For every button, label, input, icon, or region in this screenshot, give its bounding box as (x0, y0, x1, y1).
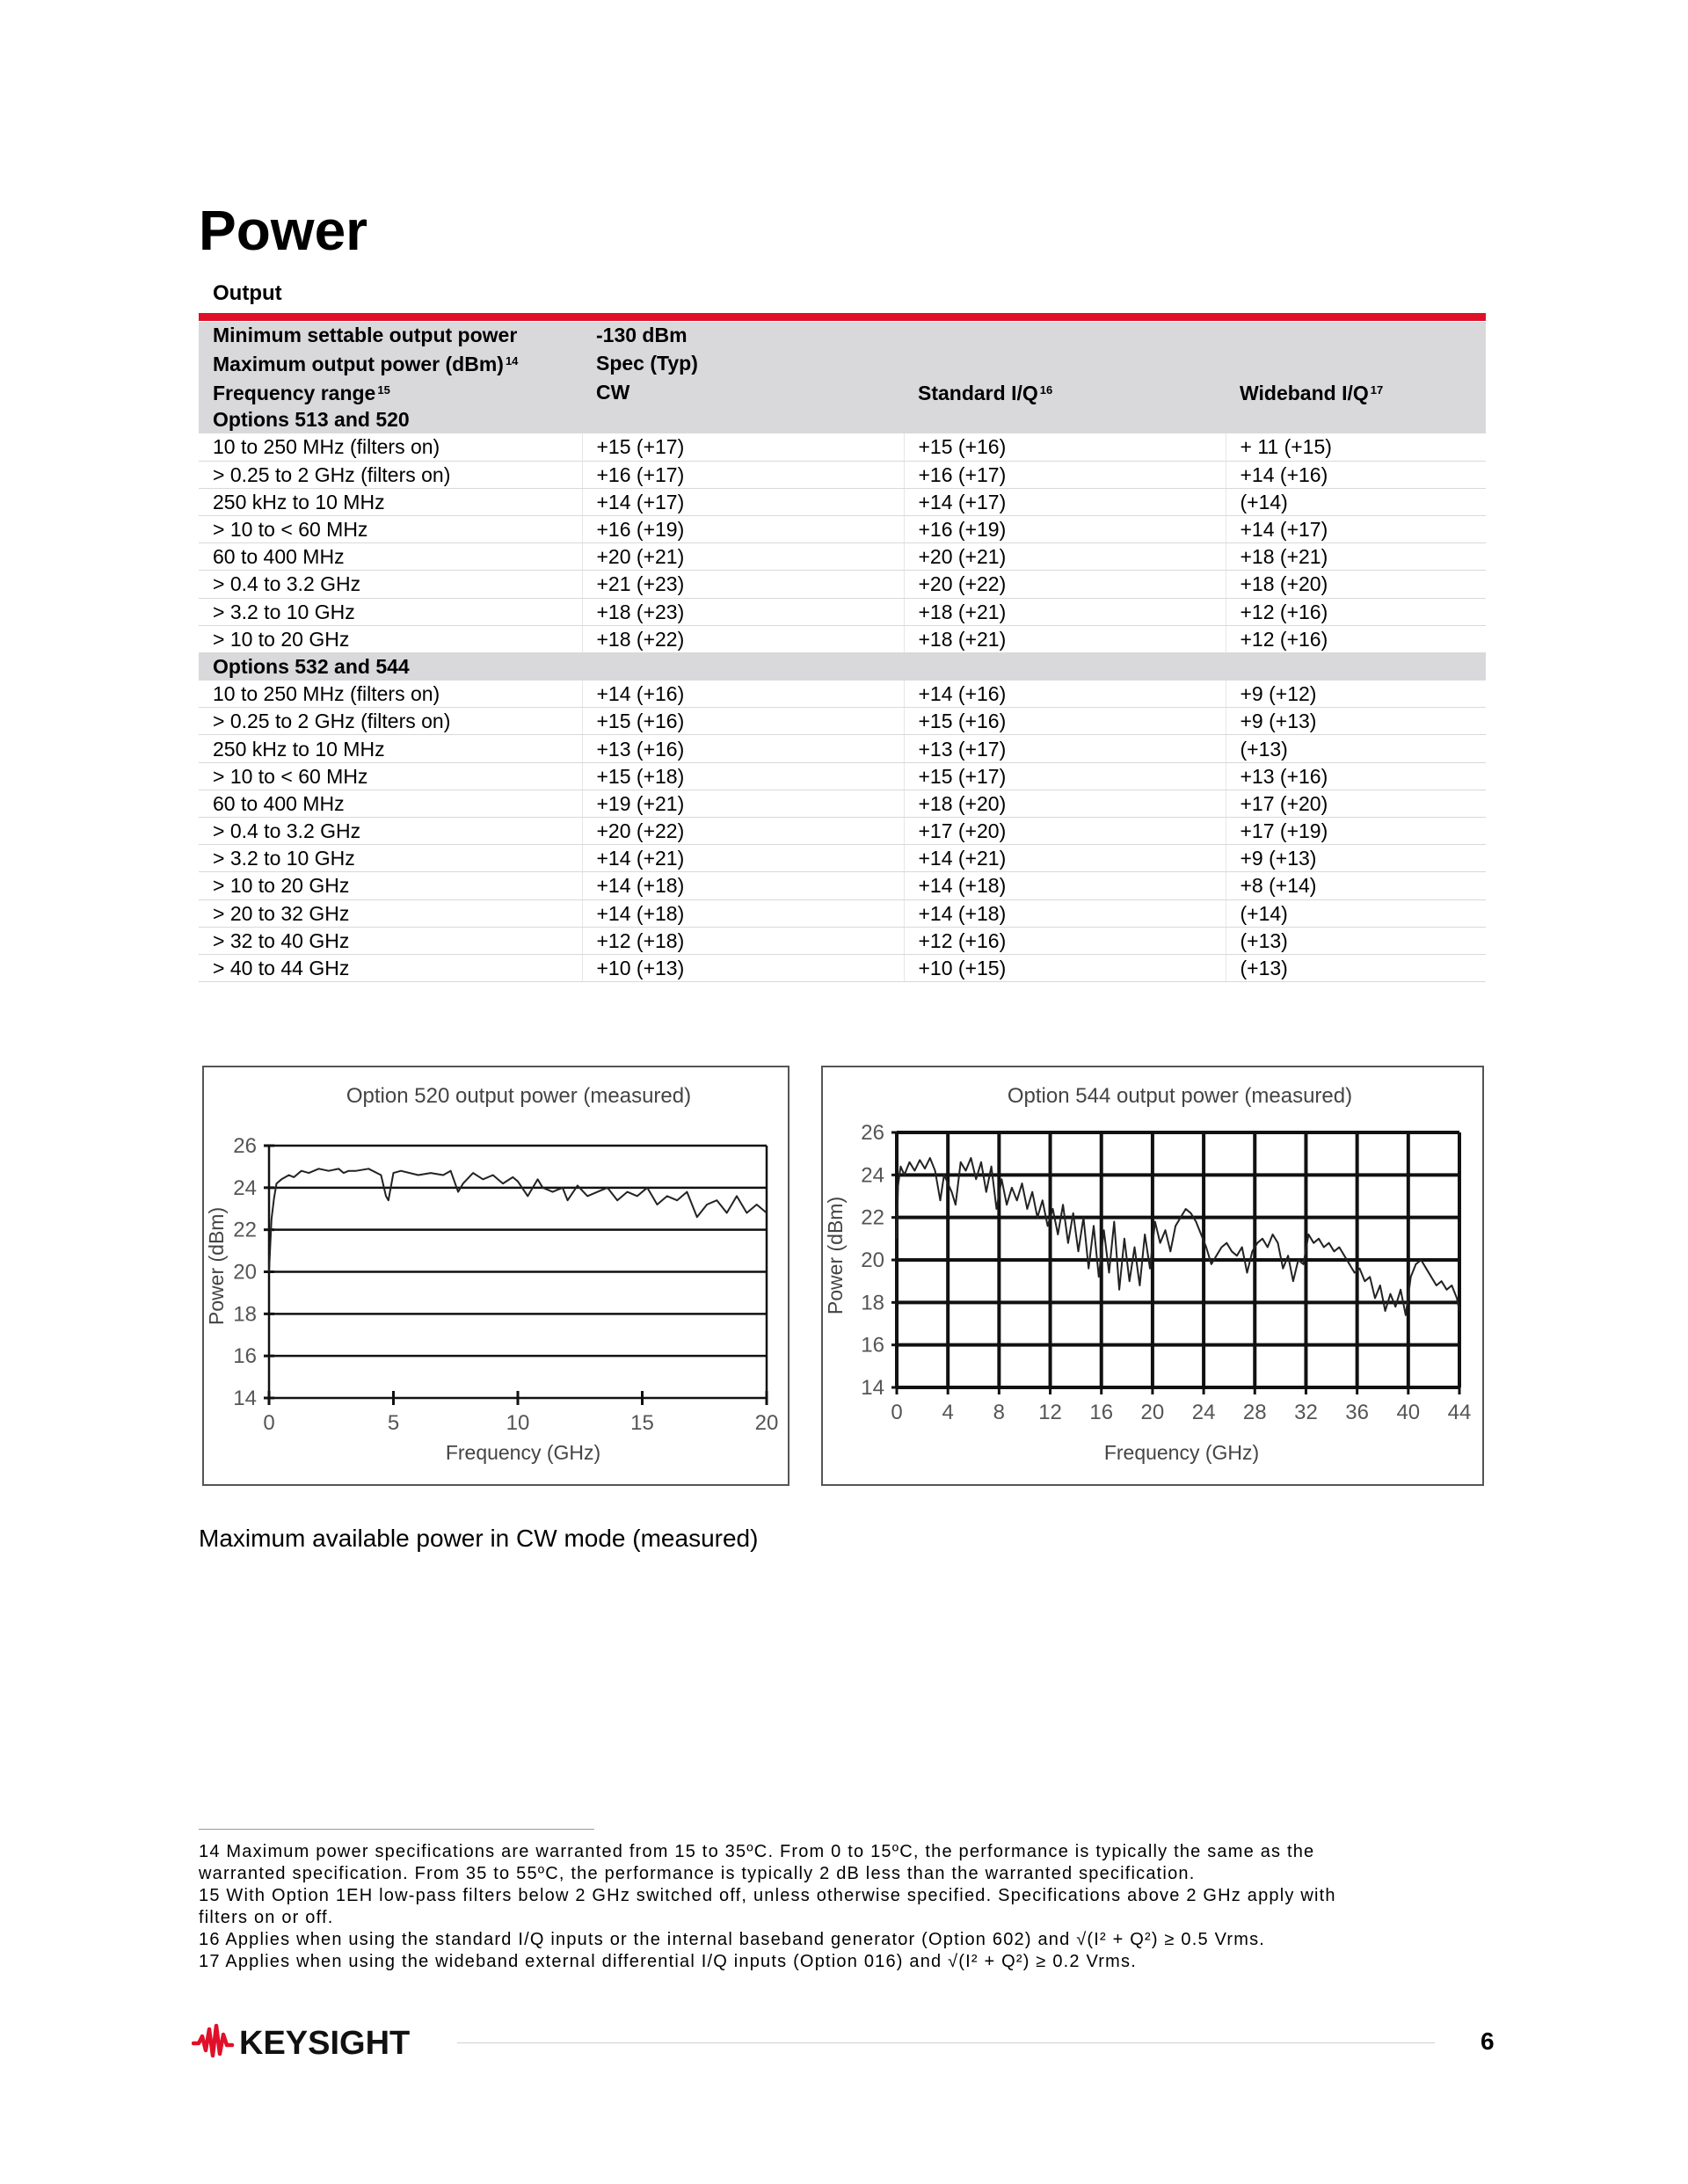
table-row (199, 461, 1486, 488)
table-cell: > 3.2 to 10 GHz (199, 845, 582, 872)
table-cell: +14 (+16) (1226, 461, 1486, 488)
y-tick-label: 22 (861, 1205, 884, 1230)
table-row (199, 571, 1486, 598)
x-tick-label: 4 (942, 1401, 954, 1424)
table-cell: +14 (+21) (904, 845, 1226, 872)
footnote-line (199, 1841, 1314, 1863)
header-cell: Frequency range $^{15}$ (199, 377, 582, 406)
table-header-row (199, 348, 1486, 377)
x-tick-label: 5 (387, 1411, 400, 1435)
y-tick-label: 20 (233, 1260, 257, 1285)
table-row (199, 488, 1486, 515)
table-row (199, 790, 1486, 817)
table-cell: +8 (+14) (1226, 872, 1486, 899)
accent-bar (199, 313, 1486, 321)
table-cell: +15 (+16) (904, 433, 1226, 461)
table-row (199, 954, 1486, 981)
x-tick-label: 28 (1242, 1401, 1267, 1424)
table-cell: +21 (+23) (582, 571, 904, 598)
x-tick-label: 0 (891, 1401, 903, 1424)
footnote-text: Applies when using the wideband external differential I/Q inputs (Option 016) and √(I² + Q²) ≥ 0.2 Vrms. (225, 1952, 1137, 1971)
table-cell: +14 (+21) (582, 845, 904, 872)
header-cell: CW (582, 377, 904, 406)
footnote-number: 14 (199, 1842, 221, 1861)
x-tick-label: 10 (506, 1411, 530, 1435)
y-tick-label: 14 (233, 1387, 257, 1410)
x-tick-label: 36 (1345, 1401, 1369, 1424)
table-group-row (199, 406, 1486, 433)
header-cell: -130 dBm (582, 322, 904, 348)
x-axis-label: Frequency (GHz) (1103, 1441, 1260, 1464)
y-tick-label: 26 (861, 1121, 884, 1145)
footnote-ref: 17 (1370, 383, 1384, 397)
table-row (199, 872, 1486, 899)
y-tick-label: 26 (233, 1134, 257, 1158)
y-axis-label: Power (dBm) (205, 1206, 228, 1326)
y-tick-label: 22 (233, 1218, 257, 1242)
x-tick-label: 16 (1089, 1401, 1114, 1424)
table-cell: (+13) (1226, 927, 1486, 954)
table-cell: +14 (+18) (582, 899, 904, 927)
table-cell: +16 (+19) (904, 515, 1226, 542)
y-tick-label: 24 (233, 1176, 257, 1200)
footnote-text: warranted specification. From 35 to 55ºC, the performance is typically 2 dB less than the warranted specification. (199, 1864, 1196, 1883)
footnote-text: filters on or off. (199, 1908, 334, 1927)
table-cell: +16 (+19) (582, 515, 904, 542)
option-544-power-chart (821, 1066, 1484, 1486)
table-row (199, 681, 1486, 708)
table-cell: +16 (+17) (904, 461, 1226, 488)
table-cell: +12 (+16) (904, 927, 1226, 954)
header-cell: Spec (Typ) (582, 348, 904, 377)
keysight-logo (192, 2019, 420, 2067)
table-row (199, 433, 1486, 461)
footnote-ref: 16 (1039, 383, 1053, 397)
table-cell: > 10 to < 60 MHz (199, 515, 582, 542)
x-tick-label: 12 (1038, 1401, 1062, 1424)
x-tick-label: 32 (1294, 1401, 1318, 1424)
header-cell: Maximum output power (dBm) $^{14}$ (199, 348, 582, 377)
table-header-row (199, 377, 1486, 406)
table-cell: (+13) (1226, 954, 1486, 981)
table-cell: +14 (+18) (904, 872, 1226, 899)
table-cell: 60 to 400 MHz (199, 790, 582, 817)
table-cell: +17 (+19) (1226, 818, 1486, 845)
footer-divider (457, 2042, 1435, 2043)
table-row (199, 598, 1486, 625)
footnote-text: With Option 1EH low-pass filters below 2 GHz switched off, unless otherwise specified. Specifications above 2 GHz apply with (226, 1886, 1336, 1905)
table-cell: > 0.25 to 2 GHz (filters on) (199, 708, 582, 735)
table-row (199, 927, 1486, 954)
table-row (199, 735, 1486, 762)
brand-name: KEYSIGHT (239, 2025, 411, 2062)
header-cell: Standard I/Q $^{16}$ (904, 377, 1226, 406)
table-cell: +18 (+21) (904, 625, 1226, 652)
table-cell: +18 (+22) (582, 625, 904, 652)
table-row (199, 818, 1486, 845)
figure-caption: Maximum available power in CW mode (measured) (199, 1525, 759, 1552)
table-cell: +17 (+20) (1226, 790, 1486, 817)
table-cell: 10 to 250 MHz (filters on) (199, 433, 582, 461)
table-cell: 10 to 250 MHz (filters on) (199, 681, 582, 708)
table-row (199, 762, 1486, 790)
x-axis-label: Frequency (GHz) (445, 1441, 601, 1464)
table-cell: > 3.2 to 10 GHz (199, 598, 582, 625)
table-cell: > 40 to 44 GHz (199, 954, 582, 981)
table-row (199, 515, 1486, 542)
header-cell: Wideband I/Q $^{17}$ (1226, 377, 1486, 406)
table-cell: +18 (+21) (1226, 543, 1486, 571)
section-label: Output (213, 281, 282, 305)
x-tick-label: 0 (263, 1411, 275, 1435)
page-number: 6 (1481, 2027, 1495, 2055)
y-tick-label: 14 (861, 1376, 884, 1400)
table-cell: +14 (+18) (582, 872, 904, 899)
table-cell: +20 (+21) (582, 543, 904, 571)
table-cell: +13 (+17) (904, 735, 1226, 762)
table-cell: +10 (+13) (582, 954, 904, 981)
table-row (199, 845, 1486, 872)
header-cell: Minimum settable output power (199, 322, 582, 348)
table-cell: 250 kHz to 10 MHz (199, 735, 582, 762)
footnote-line (199, 1929, 1265, 1951)
table-row (199, 543, 1486, 571)
header-cell (904, 348, 1226, 377)
footnote-number: 16 (199, 1930, 221, 1949)
table-group-row (199, 652, 1486, 680)
table-cell: > 0.4 to 3.2 GHz (199, 818, 582, 845)
y-tick-label: 16 (233, 1344, 257, 1369)
footnote-divider (199, 1829, 594, 1830)
waveform-icon (193, 2026, 232, 2056)
table-cell: +20 (+22) (904, 571, 1226, 598)
table-cell: +9 (+13) (1226, 845, 1486, 872)
table-cell: > 32 to 40 GHz (199, 927, 582, 954)
table-cell: > 20 to 32 GHz (199, 899, 582, 927)
footnote-ref: 14 (505, 354, 519, 368)
header-cell (1226, 348, 1486, 377)
x-tick-label: 24 (1191, 1401, 1216, 1424)
x-tick-label: 8 (993, 1401, 1006, 1424)
group-label: Options 532 and 544 (199, 652, 1486, 680)
table-cell: +15 (+16) (582, 708, 904, 735)
y-tick-label: 24 (861, 1163, 884, 1188)
table-cell: +15 (+17) (904, 762, 1226, 790)
table-cell: +13 (+16) (582, 735, 904, 762)
table-cell: +18 (+23) (582, 598, 904, 625)
header-cell (904, 322, 1226, 348)
table-cell: > 10 to 20 GHz (199, 625, 582, 652)
footnote-line (199, 1951, 1137, 1973)
table-row (199, 899, 1486, 927)
footnote-line (199, 1863, 1195, 1885)
table-cell: > 0.25 to 2 GHz (filters on) (199, 461, 582, 488)
page-title: Power (199, 199, 368, 262)
x-tick-label: 20 (1140, 1401, 1165, 1424)
table-cell: (+13) (1226, 735, 1486, 762)
footnote-number: 15 (199, 1886, 221, 1905)
y-tick-label: 20 (861, 1249, 884, 1272)
table-cell: +14 (+16) (904, 681, 1226, 708)
table-cell: +19 (+21) (582, 790, 904, 817)
table-header-row (199, 322, 1486, 348)
table-cell: 60 to 400 MHz (199, 543, 582, 571)
table-cell: +18 (+20) (904, 790, 1226, 817)
table-cell: 250 kHz to 10 MHz (199, 488, 582, 515)
y-tick-label: 18 (233, 1302, 257, 1327)
table-cell: +13 (+16) (1226, 762, 1486, 790)
table-cell: +18 (+20) (1226, 571, 1486, 598)
table-cell: +14 (+17) (904, 488, 1226, 515)
header-cell (1226, 322, 1486, 348)
chart-title: Option 544 output power (measured) (1007, 1084, 1353, 1108)
y-tick-label: 16 (861, 1333, 884, 1358)
footnote-line (199, 1885, 1336, 1907)
table-cell: +14 (+16) (582, 681, 904, 708)
table-cell: +12 (+16) (1226, 598, 1486, 625)
x-tick-label: 15 (630, 1411, 654, 1435)
power-spec-table (199, 322, 1486, 982)
y-tick-label: 18 (861, 1291, 884, 1315)
table-cell: +18 (+21) (904, 598, 1226, 625)
footnote-text: Applies when using the standard I/Q inputs or the internal baseband generator (Option 602) and √(I² + Q²) ≥ 0.5 Vrms. (225, 1930, 1266, 1949)
table-cell: +15 (+18) (582, 762, 904, 790)
table-cell: +12 (+16) (1226, 625, 1486, 652)
chart-frame (203, 1067, 789, 1485)
table-cell: +14 (+18) (904, 899, 1226, 927)
table-cell: > 10 to < 60 MHz (199, 762, 582, 790)
table-cell: +17 (+20) (904, 818, 1226, 845)
footnote-text: Maximum power specifications are warranted from 15 to 35ºC. From 0 to 15ºC, the performance is typically the same as the (226, 1842, 1315, 1861)
table-cell: +12 (+18) (582, 927, 904, 954)
table-cell: > 0.4 to 3.2 GHz (199, 571, 582, 598)
footnote-line (199, 1907, 334, 1929)
table-cell: > 10 to 20 GHz (199, 872, 582, 899)
table-cell: (+14) (1226, 899, 1486, 927)
group-label: Options 513 and 520 (199, 406, 1486, 433)
option-520-power-chart (202, 1066, 789, 1486)
table-cell: +9 (+12) (1226, 681, 1486, 708)
table-cell: +16 (+17) (582, 461, 904, 488)
x-tick-label: 44 (1447, 1401, 1472, 1424)
chart-title: Option 520 output power (measured) (346, 1084, 692, 1108)
table-cell: +15 (+17) (582, 433, 904, 461)
table-row (199, 708, 1486, 735)
table-cell: +10 (+15) (904, 954, 1226, 981)
table-cell: + 11 (+15) (1226, 433, 1486, 461)
table-cell: +15 (+16) (904, 708, 1226, 735)
table-cell: +20 (+22) (582, 818, 904, 845)
y-axis-label: Power (dBm) (824, 1196, 847, 1315)
x-tick-label: 40 (1396, 1401, 1421, 1424)
table-cell: +9 (+13) (1226, 708, 1486, 735)
table-cell: +14 (+17) (582, 488, 904, 515)
table-row (199, 625, 1486, 652)
x-tick-label: 20 (754, 1411, 779, 1435)
footnote-ref: 15 (377, 383, 390, 397)
table-cell: +14 (+17) (1226, 515, 1486, 542)
footnote-number: 17 (199, 1952, 221, 1971)
table-cell: +20 (+21) (904, 543, 1226, 571)
table-cell: (+14) (1226, 488, 1486, 515)
